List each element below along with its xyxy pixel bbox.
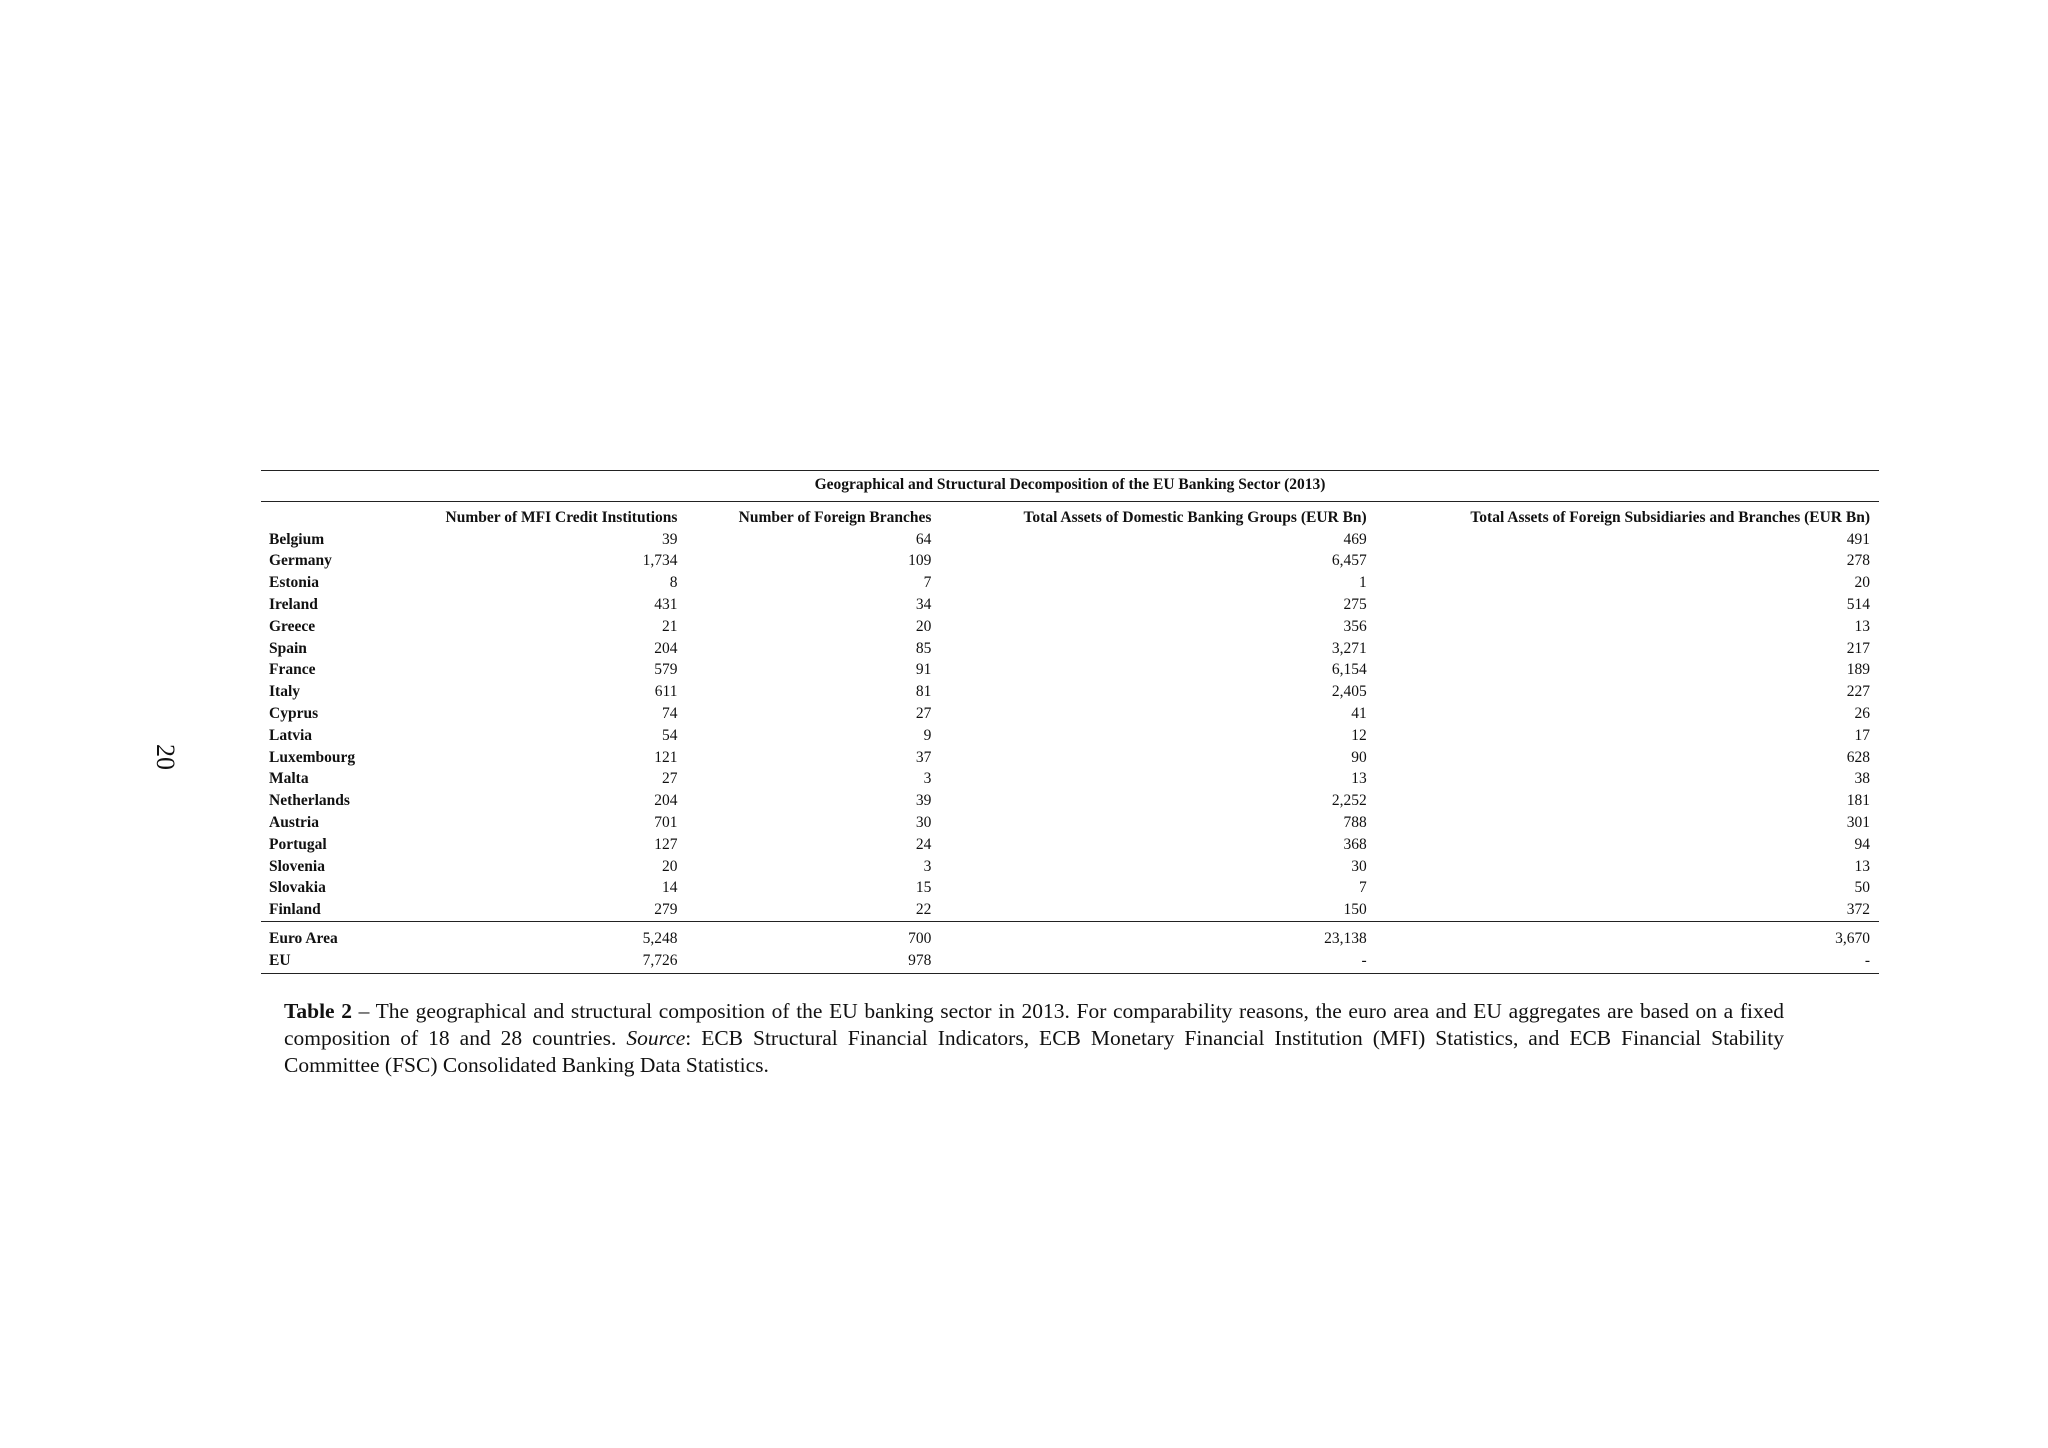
value-cell: 3 [923,857,932,875]
value-cell: 204 [654,792,678,810]
value-cell: 27 [661,770,678,788]
value-cell: 85 [915,639,932,657]
value-cell: 372 [1846,901,1870,919]
caption-text: The geographical and structural composition of the EU banking sector in 2013. For comparability reasons, the euro area and EU aggregates are based on a fixed composition of 18 and 28 countries. [284,999,1784,1050]
value-cell: 38 [1854,770,1870,788]
value-cell: 7 [923,574,932,592]
value-cell: 579 [654,661,678,679]
value-cell: 30 [1351,857,1367,875]
table-row [261,768,1879,790]
table-row [261,638,1879,660]
value-cell: 3,271 [1331,639,1367,657]
page-number: 20 [151,744,180,770]
table-row [261,834,1879,856]
value-cell: 469 [1343,530,1367,548]
table-row [261,921,1879,949]
value-cell: 7,726 [385,950,686,973]
table-row [261,594,1879,616]
table-row [261,856,1879,878]
value-cell: 611 [654,683,678,701]
country-cell: EU [261,950,385,973]
value-cell: 9 [923,726,932,744]
value-cell: 189 [1846,661,1870,679]
banking-sector-table [261,470,1879,974]
table-row [261,529,1879,551]
value-cell: 27 [915,704,932,722]
value-cell: 8 [669,574,678,592]
table-row [261,572,1879,594]
caption-dash: – [351,999,376,1023]
table-row [261,950,1879,973]
value-cell: 301 [1846,813,1870,831]
table-row [261,812,1879,834]
value-cell: 2,405 [1331,683,1367,701]
table-row [261,790,1879,812]
country-cell: Cyprus [269,704,319,722]
value-cell: 6,457 [1331,552,1367,570]
table-row [261,681,1879,703]
value-cell: 150 [1343,901,1367,919]
value-cell: 1 [1358,574,1367,592]
table-row [261,747,1879,769]
caption-source-text: : ECB Structural Financial Indicators, ECB Monetary Financial Institution (MFI) Statistics, and ECB Financial Stability Committee (FSC) Consolidated Banking Data Statistics. [284,1026,1784,1077]
value-cell: 20 [661,857,678,875]
value-cell: 12 [1351,726,1367,744]
value-cell: 13 [1854,617,1870,635]
country-cell: Slovenia [269,857,325,875]
column-header: Number of MFI Credit Institutions [445,508,678,526]
country-cell: Greece [269,617,316,635]
value-cell: 3 [923,770,932,788]
value-cell: 7 [1358,879,1367,897]
column-header-row [261,501,1879,528]
value-cell: 50 [1854,879,1870,897]
value-cell: 431 [654,595,678,613]
value-cell: 37 [915,748,932,766]
value-cell: 22 [915,901,932,919]
country-cell: Portugal [269,835,327,853]
column-header: Number of Foreign Branches [738,508,932,526]
column-header: Total Assets of Domestic Banking Groups (EUR Bn) [1023,508,1367,526]
value-cell: 6,154 [1331,661,1367,679]
value-cell: 23,138 [940,921,1375,949]
value-cell: 15 [915,879,932,897]
country-cell: Slovakia [269,879,326,897]
data-table-container [261,470,1879,974]
table-row [261,877,1879,899]
value-cell: - [1376,950,1879,973]
value-cell: 30 [915,813,932,831]
column-header: Total Assets of Foreign Subsidiaries and Branches (EUR Bn) [1470,508,1870,526]
value-cell: 64 [915,530,932,548]
value-cell: 2,252 [1331,792,1367,810]
column-header-corner [261,501,385,528]
value-cell: 17 [1854,726,1870,744]
value-cell: 204 [654,639,678,657]
table-row [261,659,1879,681]
value-cell: 217 [1846,639,1870,657]
country-rows [261,529,1879,922]
value-cell: 20 [915,617,932,635]
value-cell: 227 [1846,683,1870,701]
table-caption [284,998,1784,1079]
value-cell: 514 [1846,595,1870,613]
value-cell: 39 [915,792,932,810]
value-cell: 20 [1854,574,1870,592]
value-cell: 81 [915,683,932,701]
value-cell: 278 [1846,552,1870,570]
value-cell: 701 [654,813,678,831]
country-cell: Austria [269,813,319,831]
value-cell: 41 [1351,704,1367,722]
value-cell: 368 [1343,835,1367,853]
value-cell: 5,248 [385,921,686,949]
value-cell: 491 [1846,530,1870,548]
value-cell: 39 [661,530,678,548]
table-row [261,899,1879,921]
country-cell: Ireland [269,595,318,613]
country-cell: Euro Area [261,921,385,949]
country-cell: Belgium [269,530,325,548]
value-cell: 109 [908,552,932,570]
value-cell: 275 [1343,595,1367,613]
value-cell: 279 [654,901,678,919]
value-cell: 91 [915,661,932,679]
country-cell: Luxembourg [269,748,356,766]
value-cell: 700 [686,921,940,949]
country-cell: Malta [269,770,309,788]
value-cell: 14 [661,879,678,897]
value-cell: - [940,950,1375,973]
country-cell: Spain [269,639,307,657]
value-cell: 54 [661,726,678,744]
value-cell: 74 [661,704,678,722]
value-cell: 24 [915,835,932,853]
value-cell: 94 [1854,835,1870,853]
value-cell: 3,670 [1376,921,1879,949]
value-cell: 34 [915,595,932,613]
country-cell: Finland [269,901,321,919]
country-cell: Italy [269,683,300,701]
table-title-row [261,471,1879,502]
value-cell: 21 [661,617,678,635]
table-row [261,616,1879,638]
value-cell: 1,734 [642,552,678,570]
value-cell: 127 [654,835,678,853]
value-cell: 628 [1846,748,1870,766]
value-cell: 26 [1854,704,1870,722]
value-cell: 121 [654,748,678,766]
country-cell: Netherlands [269,792,350,810]
value-cell: 356 [1343,617,1367,635]
country-cell: France [269,661,316,679]
table-title: Geographical and Structural Decomposition of the EU Banking Sector (2013) [261,471,1879,502]
aggregate-rows [261,921,1879,973]
country-cell: Germany [269,552,332,570]
value-cell: 13 [1351,770,1367,788]
table-row [261,703,1879,725]
table-row [261,550,1879,572]
country-cell: Latvia [269,726,313,744]
caption-label: Table 2 [284,999,352,1023]
value-cell: 978 [686,950,940,973]
value-cell: 181 [1846,792,1870,810]
caption-source-label: Source [626,1026,686,1050]
value-cell: 788 [1343,813,1367,831]
value-cell: 90 [1351,748,1367,766]
country-cell: Estonia [269,574,319,592]
table-row [261,725,1879,747]
value-cell: 13 [1854,857,1870,875]
